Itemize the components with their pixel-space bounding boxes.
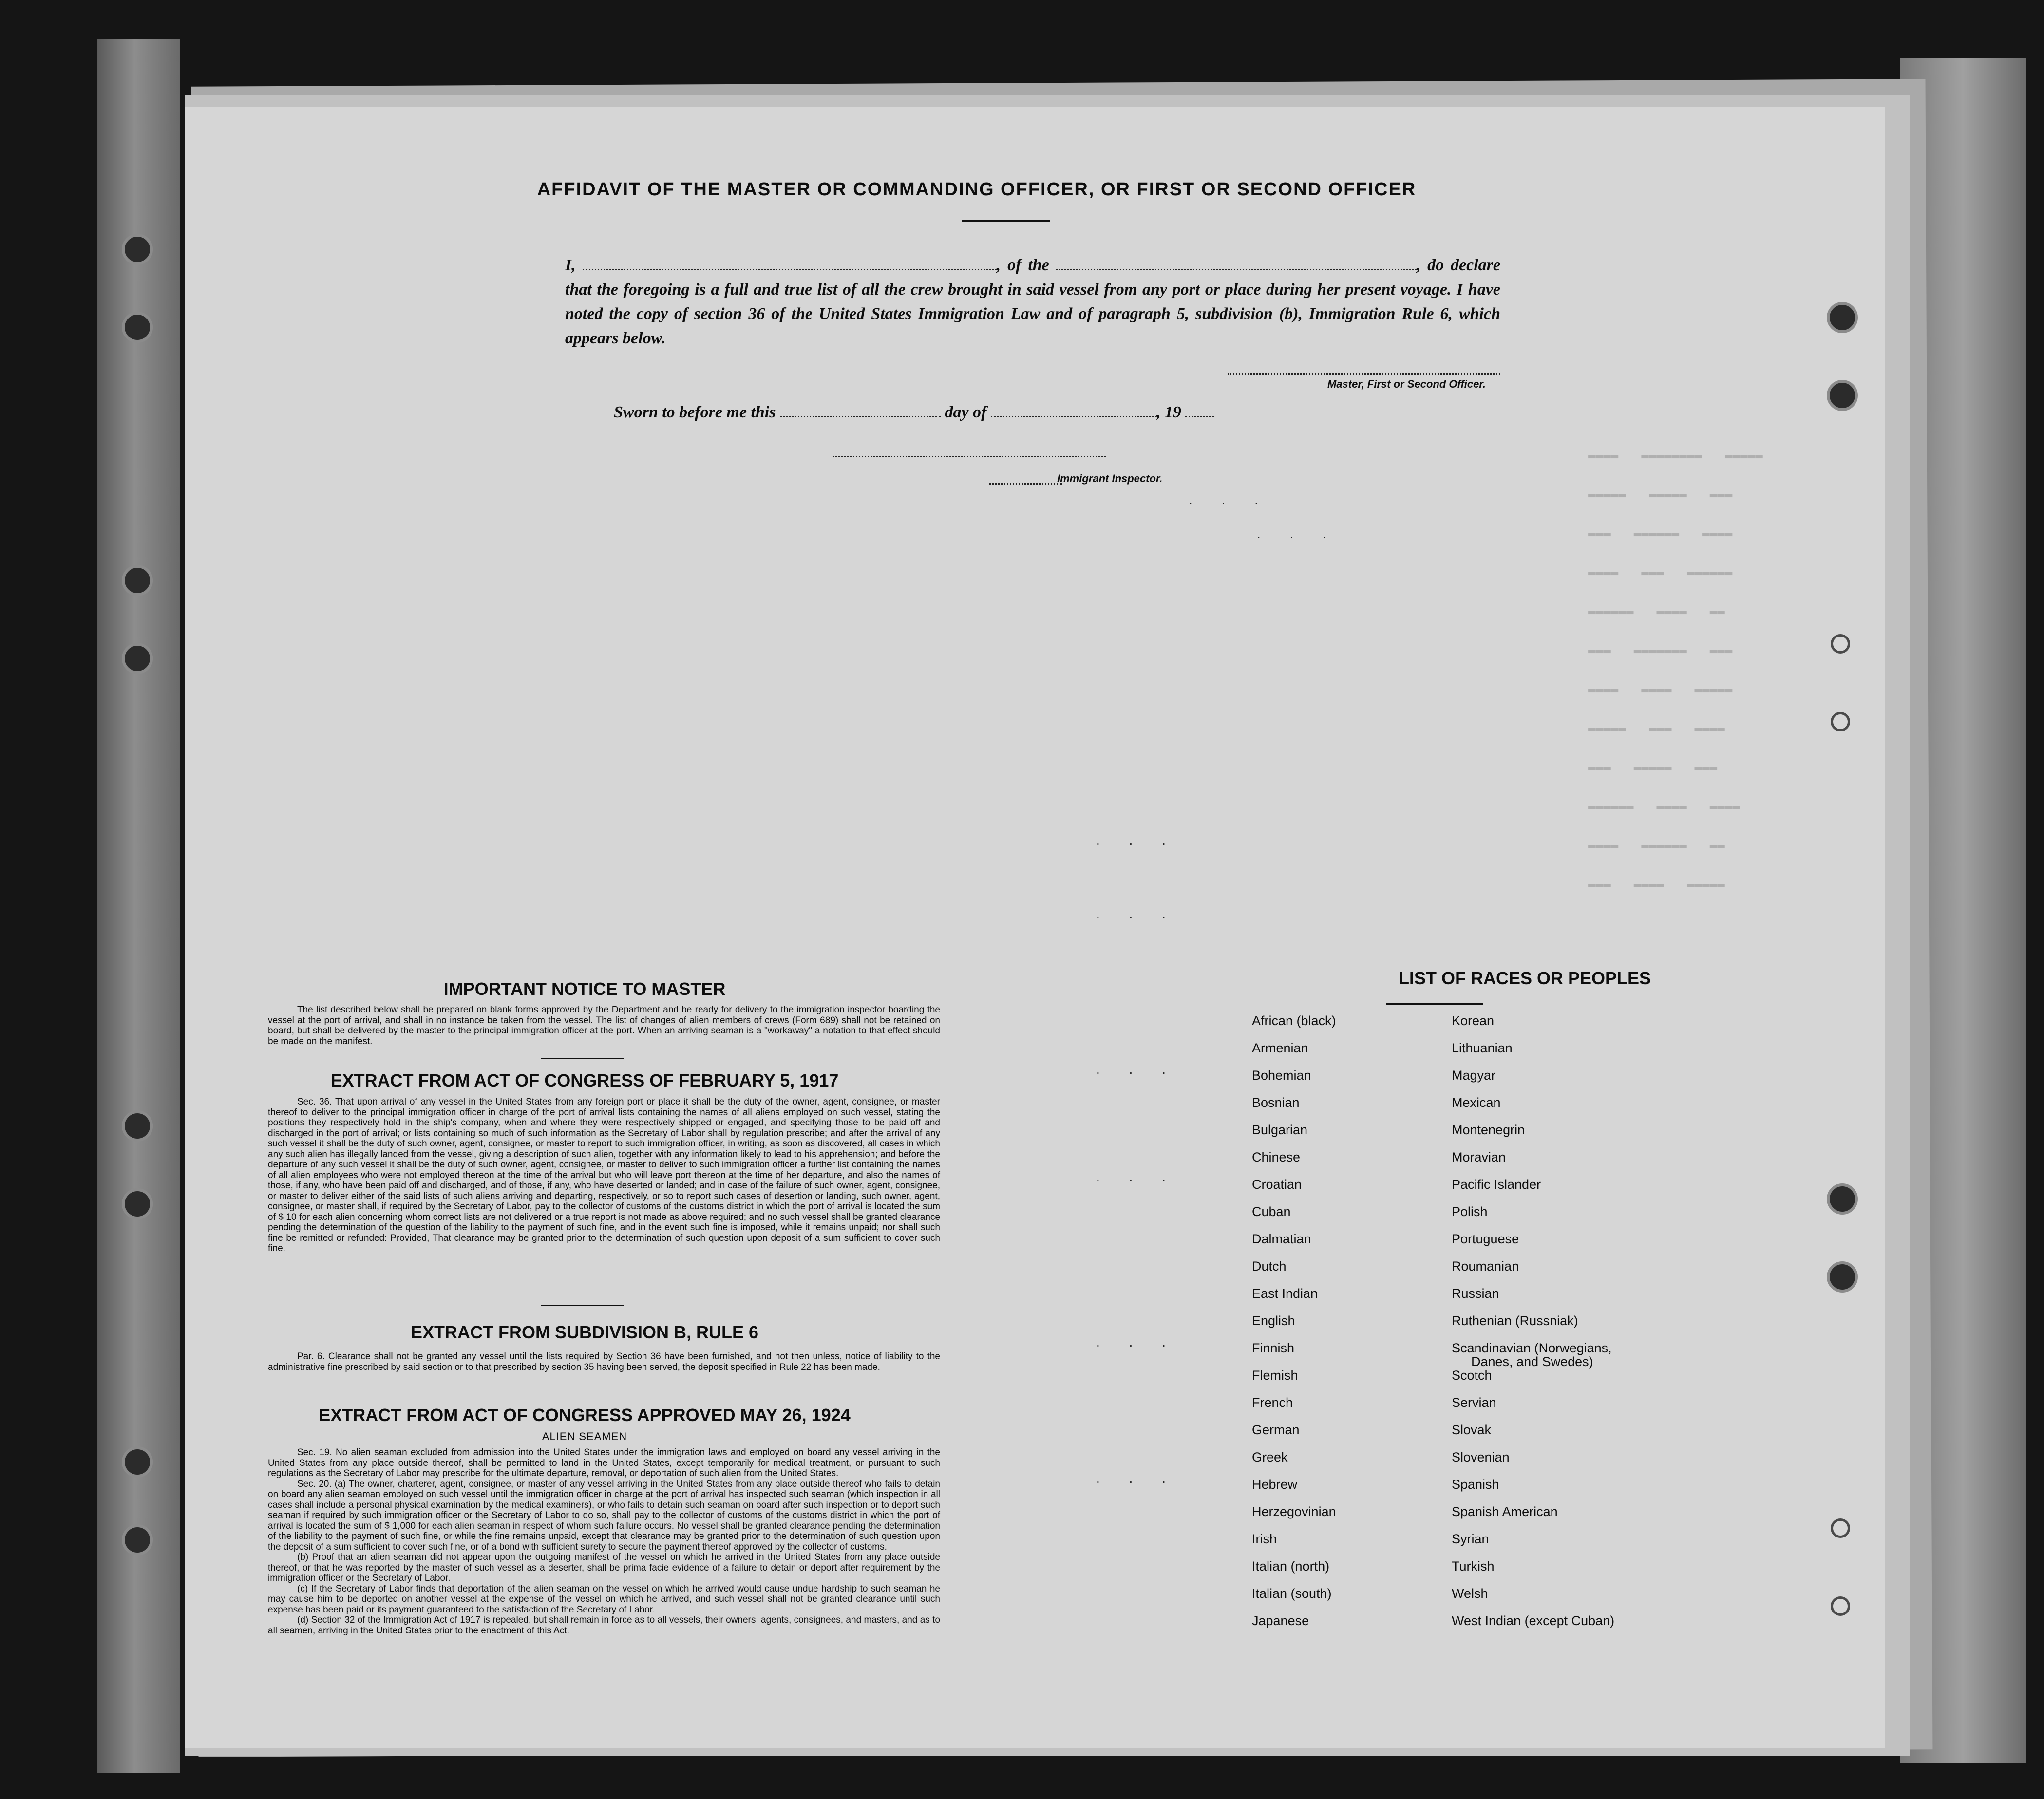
race-item: Magyar bbox=[1452, 1068, 1496, 1083]
bleed-through-row: ▬▬▬▬▬ ▬▬▬ ▬▬▬▬ bbox=[1588, 721, 1725, 735]
name-field[interactable] bbox=[583, 256, 997, 270]
bleed-through-row: ▬▬▬ ▬▬▬▬▬▬▬ ▬▬▬ bbox=[1588, 643, 1733, 657]
extract-1917-title: EXTRACT FROM ACT OF CONGRESS OF FEBRUARY 5, 1917 bbox=[330, 1070, 839, 1090]
race-item: Russian bbox=[1452, 1286, 1499, 1301]
race-item: Bosnian bbox=[1252, 1095, 1300, 1110]
race-item: Pacific Islander bbox=[1452, 1177, 1541, 1192]
extract-1924-sec20b: (b) Proof that an alien seaman did not appear upon the outgoing manifest of the vessel on which he arrived in the United States from any place outside thereof, or that he was reported by the master of such vessel as a deserter, shall be prima facie evidence of a failure to detain or deport after requirement by the immigration officer or the Secretary of Labor. bbox=[268, 1552, 940, 1583]
race-item: Mexican bbox=[1452, 1095, 1501, 1110]
race-item: Spanish bbox=[1452, 1477, 1499, 1492]
speck-marks: . . . bbox=[1096, 1334, 1178, 1349]
bleed-through-row: ▬▬▬ ▬▬▬▬ ▬▬▬▬▬ bbox=[1588, 877, 1725, 891]
extract-rule6-text bbox=[268, 1351, 940, 1372]
race-item: Flemish bbox=[1252, 1368, 1298, 1383]
race-item: African (black) bbox=[1252, 1013, 1336, 1028]
sworn-day-field[interactable] bbox=[780, 403, 941, 417]
race-item: West Indian (except Cuban) bbox=[1452, 1613, 1615, 1628]
master-signature-label: Master, First or Second Officer. bbox=[1327, 378, 1486, 390]
bleed-through-row: ▬▬▬ ▬▬▬▬▬ ▬▬▬ bbox=[1588, 760, 1718, 774]
race-item: Lithuanian bbox=[1452, 1041, 1513, 1055]
race-item: Welsh bbox=[1452, 1586, 1488, 1601]
sworn-line bbox=[614, 403, 1214, 422]
speck-marks: . . . bbox=[1096, 1169, 1178, 1184]
bleed-through-row: ▬▬▬▬ ▬▬▬▬▬▬ ▬▬ bbox=[1588, 838, 1725, 852]
binder-hole-icon bbox=[1827, 1183, 1858, 1215]
extract-1917-text bbox=[268, 1097, 940, 1254]
affidavit-of-the: , of the bbox=[996, 256, 1049, 274]
affidavit-text bbox=[565, 253, 1500, 351]
race-item: Roumanian bbox=[1452, 1259, 1519, 1274]
race-item-line1: Scandinavian (Norwegians, bbox=[1452, 1341, 1612, 1355]
bleed-through-row: ▬▬▬▬ ▬▬▬▬ ▬▬▬▬▬ bbox=[1588, 682, 1733, 696]
binder-hole-icon bbox=[122, 1524, 153, 1555]
binder-hole-icon bbox=[1827, 1261, 1858, 1293]
race-item: Servian bbox=[1452, 1395, 1496, 1410]
race-item: Syrian bbox=[1452, 1532, 1489, 1546]
race-item: Italian (north) bbox=[1252, 1559, 1330, 1574]
races-right-column bbox=[1452, 1014, 1614, 1641]
extract-1917-paragraph: Sec. 36. That upon arrival of any vessel in the United States from any foreign port or place it shall be the duty of the owner, agent, consignee, or master thereof to deliver to the principal immigration officer in charge of the port of arrival lists containing the names of all aliens employed on such vessel, stating the positions they respectively hold in the ship's company, when and where they were respectively shipped or engaged, and specifying those to be paid off and discharged in the port of arrival; or lists containing so much of such information as the Secretary of Labor shall by regulation prescribe; and after the arrival of any such vessel it shall be the duty of such owner, agent, consignee, or master to report to such immigration officer, in writing, as soon as discovered, all cases in which any such alien has illegally landed from the vessel, giving a description of such alien, together with any information likely to lead to his apprehension; and before the departure of any such vessel it shall be the duty of such owner, agent, consignee, or master to deliver to such immigration officer a further list containing the names of all alien employees who were not employed thereon at the time of the arrival but who will leave port thereon at the time of her departure, and also the names of those, if any, who have been paid off and discharged, and of those, if any, who have deserted or landed; and in case of the failure of such owner, agent, consignee, or master to deliver either of the said lists of such aliens arriving and departing, respectively, or so to report such cases of desertion or landing, such owner, agent, consignee, or master shall, if required by the Secretary of Labor, pay to the collector of customs of the customs district in which the port of arrival is located the sum of $ 10 for each alien concerning whom correct lists are not delivered or a true report is not made as above required; and no such vessel shall be granted clearance pending the determination of the question of the liability to the payment of such fine, and in the event such fine is imposed, while it remains unpaid; nor shall such fine be remitted or refunded: Provided, That clearance may be granted prior to the determination of such question upon deposit of a sum sufficient to cover such fine. bbox=[268, 1097, 940, 1254]
race-item: German bbox=[1252, 1423, 1300, 1437]
race-item: Chinese bbox=[1252, 1150, 1301, 1164]
binder-hole-icon bbox=[122, 643, 153, 674]
sworn-day-of: day of bbox=[945, 403, 987, 421]
form-page bbox=[185, 107, 1885, 1748]
binder-hole-icon bbox=[122, 1110, 153, 1142]
sworn-year-field[interactable] bbox=[1185, 403, 1214, 417]
binder-hole-icon bbox=[1827, 380, 1858, 411]
master-signature-line[interactable] bbox=[1228, 373, 1500, 375]
races-title-rule bbox=[1386, 1003, 1483, 1005]
races-title: LIST OF RACES OR PEOPLES bbox=[1398, 968, 1651, 988]
inspector-signature-line[interactable] bbox=[833, 456, 1106, 457]
race-item: Japanese bbox=[1252, 1613, 1309, 1628]
speck-marks: . . . bbox=[1189, 492, 1271, 507]
race-item: East Indian bbox=[1252, 1286, 1318, 1301]
race-item: Spanish American bbox=[1452, 1504, 1558, 1519]
speck-marks: . . . bbox=[1257, 526, 1339, 541]
punch-hole-icon bbox=[1831, 1596, 1850, 1616]
race-item: Finnish bbox=[1252, 1341, 1295, 1355]
bleed-through-row: ▬▬▬▬▬▬ ▬▬▬▬ ▬▬ bbox=[1588, 604, 1725, 618]
race-item: Armenian bbox=[1252, 1041, 1308, 1055]
race-item: French bbox=[1252, 1395, 1293, 1410]
races-left-column bbox=[1252, 1014, 1336, 1641]
sworn-month-field[interactable] bbox=[991, 403, 1156, 417]
extract-1924-title: EXTRACT FROM ACT OF CONGRESS APPROVED MAY 26, 1924 bbox=[319, 1405, 851, 1425]
race-item: Dalmatian bbox=[1252, 1232, 1311, 1246]
affidavit-body: that the foregoing is a full and true list of all the crew brought in said vessel from any port or place during her present voyage. I have noted the copy of section 36 of the United States Immigration Law and of paragraph 5, subdivision (b), Immigration Rule 6, which appears below. bbox=[565, 281, 1500, 347]
binder-hole-icon bbox=[122, 1446, 153, 1478]
race-item: Irish bbox=[1252, 1532, 1277, 1546]
race-item: Slovak bbox=[1452, 1423, 1492, 1437]
race-item: Scotch bbox=[1452, 1368, 1492, 1383]
race-item: English bbox=[1252, 1313, 1295, 1328]
speck-marks: . . . bbox=[1096, 1471, 1178, 1486]
affidavit-do-declare: , do declare bbox=[1416, 256, 1500, 274]
speck-marks: . . . bbox=[1096, 906, 1178, 921]
race-item-line2: Danes, and Swedes) bbox=[1471, 1354, 1593, 1369]
extract-rule6-title: EXTRACT FROM SUBDIVISION B, RULE 6 bbox=[410, 1322, 759, 1342]
binder-hole-icon bbox=[122, 565, 153, 596]
race-item: Bulgarian bbox=[1252, 1123, 1308, 1137]
extract-1924-sec19: Sec. 19. No alien seaman excluded from admission into the United States under the immigration laws and employed on board any vessel arriving in the United States from any place outside thereof, shall be permitted to land in the United States, except temporarily for medical treatment, or pursuant to such regulations as the Secretary of Labor may prescribe for the ultimate departure, removal, or deportation of such alien from the United States. bbox=[268, 1447, 940, 1479]
race-item: Italian (south) bbox=[1252, 1586, 1332, 1601]
race-item: Portuguese bbox=[1452, 1232, 1519, 1246]
binder-hole-icon bbox=[122, 234, 153, 265]
inspector-label: Immigrant Inspector. bbox=[1057, 472, 1163, 485]
race-item-scandinavian bbox=[1452, 1341, 1614, 1368]
notice-title: IMPORTANT NOTICE TO MASTER bbox=[443, 979, 726, 999]
inspector-label-leader bbox=[989, 483, 1062, 485]
vessel-field[interactable] bbox=[1056, 256, 1417, 270]
section-rule bbox=[541, 1305, 624, 1306]
binder-hole-icon bbox=[122, 312, 153, 343]
bleed-through-row: ▬▬▬ ▬▬▬▬▬▬ ▬▬▬▬ bbox=[1588, 526, 1733, 541]
extract-1924-sec20a: Sec. 20. (a) The owner, charterer, agent, consignee, or master of any vessel arriving in the United States from any place outside thereof who fails to detain on board any alien seaman employed on such vessel until the immigration officer in charge at the port of arrival has inspected such seaman (which inspection in all cases shall include a personal physical examination by the medical examiners), or who fails to detain such seaman on board after such inspection or to deport such seaman if required by such immigration officer or the Secretary of Labor to do so, shall pay to the collector of customs of the customs district in which the port of arrival is located the sum of $ 1,000 for each alien seaman in respect of whom such failure occurs. No vessel shall be granted clearance pending the determination of the liability to the payment of such fine, or while the fine remains unpaid, except that clearance may be granted prior to the determination of such question upon the deposit of a sum sufficient to cover such fine, or of a bond with sufficient surety to secure the payment thereof approved by the collector of customs. bbox=[268, 1479, 940, 1552]
extract-rule6-paragraph: Par. 6. Clearance shall not be granted any vessel until the lists required by Section 36 have been furnished, and not then unless, notice of liability to the administrative fine prescribed by said section or to that prescribed by section 35 having been served, the deposit specified in Rule 22 has been made. bbox=[268, 1351, 940, 1372]
extract-1924-sec20d: (d) Section 32 of the Immigration Act of 1917 is repealed, but shall remain in force as to all vessels, their owners, agents, consignees, and masters, and as to all seamen, arriving in the United States prior to the enactment of this Act. bbox=[268, 1615, 940, 1636]
race-item: Turkish bbox=[1452, 1559, 1495, 1574]
race-item: Slovenian bbox=[1452, 1450, 1510, 1464]
speck-marks: . . . bbox=[1096, 1062, 1178, 1077]
punch-hole-icon bbox=[1831, 1518, 1850, 1538]
bleed-through-row: ▬▬▬▬ ▬▬▬▬▬▬▬▬ ▬▬▬▬▬ bbox=[1588, 448, 1763, 463]
title-rule bbox=[962, 220, 1050, 222]
bleed-through-row: ▬▬▬▬ ▬▬▬ ▬▬▬▬▬▬ bbox=[1588, 565, 1733, 580]
race-item: Greek bbox=[1252, 1450, 1288, 1464]
binder-left-edge bbox=[97, 39, 180, 1773]
extract-1924-text bbox=[268, 1447, 940, 1636]
speck-marks: . . . bbox=[1096, 833, 1178, 848]
race-item: Korean bbox=[1452, 1013, 1495, 1028]
sworn-prefix: Sworn to before me this bbox=[614, 403, 776, 421]
bleed-through-row: ▬▬▬▬▬▬ ▬▬▬▬ ▬▬▬▬ bbox=[1588, 799, 1741, 813]
race-item: Croatian bbox=[1252, 1177, 1302, 1192]
notice-text bbox=[268, 1005, 940, 1047]
sworn-year-prefix: , 19 bbox=[1156, 403, 1181, 421]
race-item: Herzegovinian bbox=[1252, 1504, 1336, 1519]
race-item: Montenegrin bbox=[1452, 1123, 1525, 1137]
race-item: Dutch bbox=[1252, 1259, 1287, 1274]
race-item: Hebrew bbox=[1252, 1477, 1298, 1492]
punch-hole-icon bbox=[1831, 634, 1850, 654]
race-item: Ruthenian (Russniak) bbox=[1452, 1313, 1578, 1328]
race-item: Polish bbox=[1452, 1204, 1488, 1219]
notice-paragraph: The list described below shall be prepared on blank forms approved by the Department and be ready for delivery to the immigration inspector boarding the vessel at the port of arrival, and shall in no instance be taken from the vessel. The list of changes of alien members of crews (Form 689) shall not be retained on board, but shall be delivered by the master to the principal immigration officer at the port. When an arriving seaman is a "workaway" a notation to that effect should be made on the manifest. bbox=[268, 1005, 940, 1047]
affidavit-i: I, bbox=[565, 256, 576, 274]
race-item: Moravian bbox=[1452, 1150, 1506, 1164]
extract-1924-sec20c: (c) If the Secretary of Labor finds that deportation of the alien seaman on the vessel on which he arrived would cause undue hardship to such seaman he may cause him to be deported on another vessel at the expense of the vessel on which he arrived, and such vessel shall not be granted clearance until such expense has been paid or its payment guaranteed to the satisfaction of the Secretary of Labor. bbox=[268, 1583, 940, 1615]
extract-1924-subtitle: ALIEN SEAMEN bbox=[542, 1430, 627, 1443]
race-item: Bohemian bbox=[1252, 1068, 1311, 1083]
punch-hole-icon bbox=[1831, 712, 1850, 731]
affidavit-title: AFFIDAVIT OF THE MASTER OR COMMANDING OFFICER, OR FIRST OR SECOND OFFICER bbox=[537, 179, 1417, 200]
binder-hole-icon bbox=[1827, 302, 1858, 333]
section-rule bbox=[541, 1058, 624, 1059]
bleed-through-row: ▬▬▬▬▬ ▬▬▬▬▬ ▬▬▬ bbox=[1588, 487, 1733, 502]
race-item: Cuban bbox=[1252, 1204, 1291, 1219]
binder-hole-icon bbox=[122, 1188, 153, 1219]
